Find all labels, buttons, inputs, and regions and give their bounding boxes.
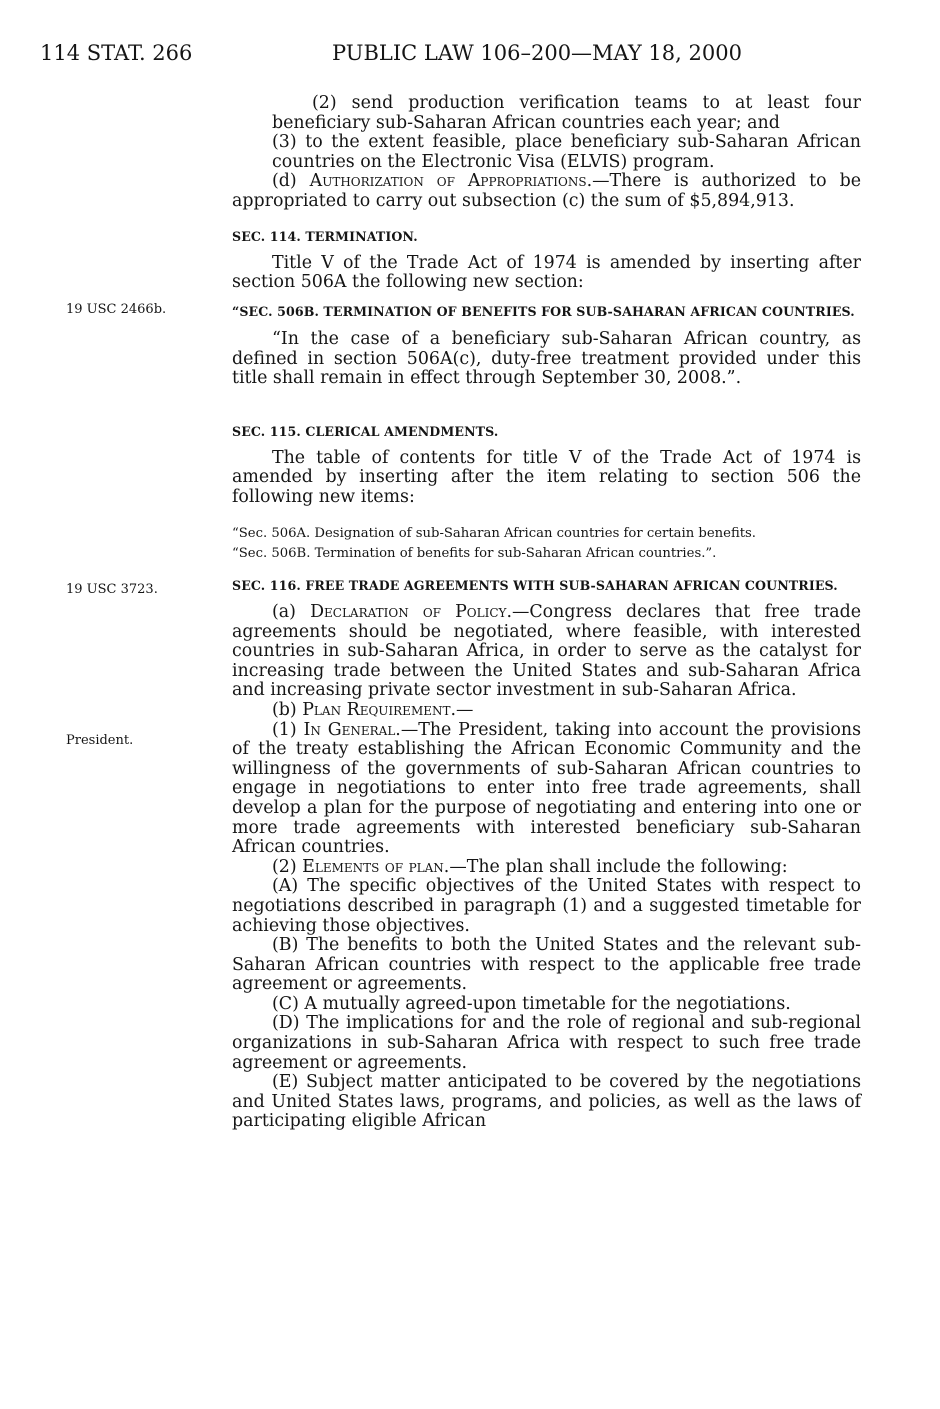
paragraph-D: (D) The implications for and the role of regional and sub-regional organizations in sub-Saharan Africa with respect to such free trade agreement or agreements. [232, 1013, 861, 1073]
margin-note-citation-2: 19 USC 3723. [66, 582, 158, 597]
paragraph-A: (A) The specific objectives of the United States with respect to negotiations described in paragraph (1) and a suggested timetable for achieving those objectives. [232, 876, 861, 936]
paragraph-c2: (2) send production verification teams to at least four beneficiary sub-Saharan African countries each year; and [272, 93, 861, 133]
section-heading-114: SEC. 114. TERMINATION. [232, 229, 418, 244]
sec-116-block [232, 577, 861, 1132]
section-heading-116: SEC. 116. FREE TRADE AGREEMENTS WITH SUB-SAHARAN AFRICAN COUNTRIES. [232, 578, 838, 593]
sec-506b-block [232, 303, 861, 389]
section-heading-115: SEC. 115. CLERICAL AMENDMENTS. [232, 424, 499, 439]
running-header: PUBLIC LAW 106–200—MAY 18, 2000 [332, 41, 742, 65]
paragraph-sec-114: Title V of the Trade Act of 1974 is amended by inserting after section 506A the following new section: [232, 252, 861, 293]
section-heading-506b: “SEC. 506B. TERMINATION OF BENEFITS FOR SUB-SAHARAN AFRICAN COUNTRIES. [232, 304, 855, 319]
top-block [232, 94, 861, 212]
paragraph-b: (b) Plan Requirement.— [272, 699, 474, 720]
toc-item-506b: “Sec. 506B. Termination of benefits for sub-Saharan African countries.”. [232, 546, 717, 561]
paragraph-E: (E) Subject matter anticipated to be covered by the negotiations and United States laws, programs, and policies, as well as the laws of participating eligible African [232, 1072, 861, 1132]
paragraph-b2: (2) Elements of plan.—The plan shall include the following: [272, 856, 788, 877]
paragraph-a: (a) Declaration of Policy.—Congress declares that free trade agreements should be negotiated, where feasible, with interested countries in sub-Saharan Africa, in order to serve as the catalyst for increasing trade between the United States and sub-Saharan Africa and increasing private sector investment in sub-Saharan Africa. [232, 602, 861, 701]
paragraph-c3: (3) to the extent feasible, place beneficiary sub-Saharan African countries on the Electronic Visa (ELVIS) program. [272, 132, 861, 172]
sec-115-block [232, 422, 861, 507]
heading-declaration: Declaration of Policy. [310, 602, 512, 622]
margin-note-president: President. [66, 733, 134, 748]
page-reference: 114 STAT. 266 [40, 41, 193, 65]
margin-note-citation-1: 19 USC 2466b. [66, 302, 167, 317]
sec-114-block [232, 227, 861, 293]
paragraph-d: (d) Authorization of Appropriations.—There is authorized to be appropriated to carry out subsection (c) the sum of $5,894,913. [232, 171, 861, 211]
heading-in-general: In General. [303, 719, 401, 740]
paragraph-sec-506b: “In the case of a beneficiary sub-Saharan African country, as defined in section 506A(c), duty-free treatment provided under this title shall remain in effect through September 30, 2008.”. [232, 329, 861, 389]
heading-elements-of-plan: Elements of plan. [302, 856, 450, 877]
toc-item-506a: “Sec. 506A. Designation of sub-Saharan African countries for certain benefits. [232, 526, 757, 541]
heading-plan-requirement: Plan Requirement. [302, 699, 457, 720]
paragraph-B: (B) The benefits to both the United States and the relevant sub-Saharan African countries with respect to the applicable free trade agreement or agreements. [232, 935, 861, 995]
heading-authorization: Authorization of Appropriations. [309, 171, 593, 192]
paragraph-b1: (1) In General.—The President, taking into account the provisions of the treaty establishing the African Economic Community and the willingness of the governments of sub-Saharan African countries to engage in negotiations to enter into free trade agreements, shall develop a plan for the purpose of negotiating and entering into one or more trade agreements with interested beneficiary sub-Saharan African countries. [232, 719, 861, 858]
toc-block [232, 525, 861, 562]
paragraph-sec-115: The table of contents for title V of the Trade Act of 1974 is amended by inserting after the item relating to section 506 the following new items: [232, 447, 861, 507]
paragraph-C: (C) A mutually agreed-upon timetable for the negotiations. [272, 993, 791, 1014]
